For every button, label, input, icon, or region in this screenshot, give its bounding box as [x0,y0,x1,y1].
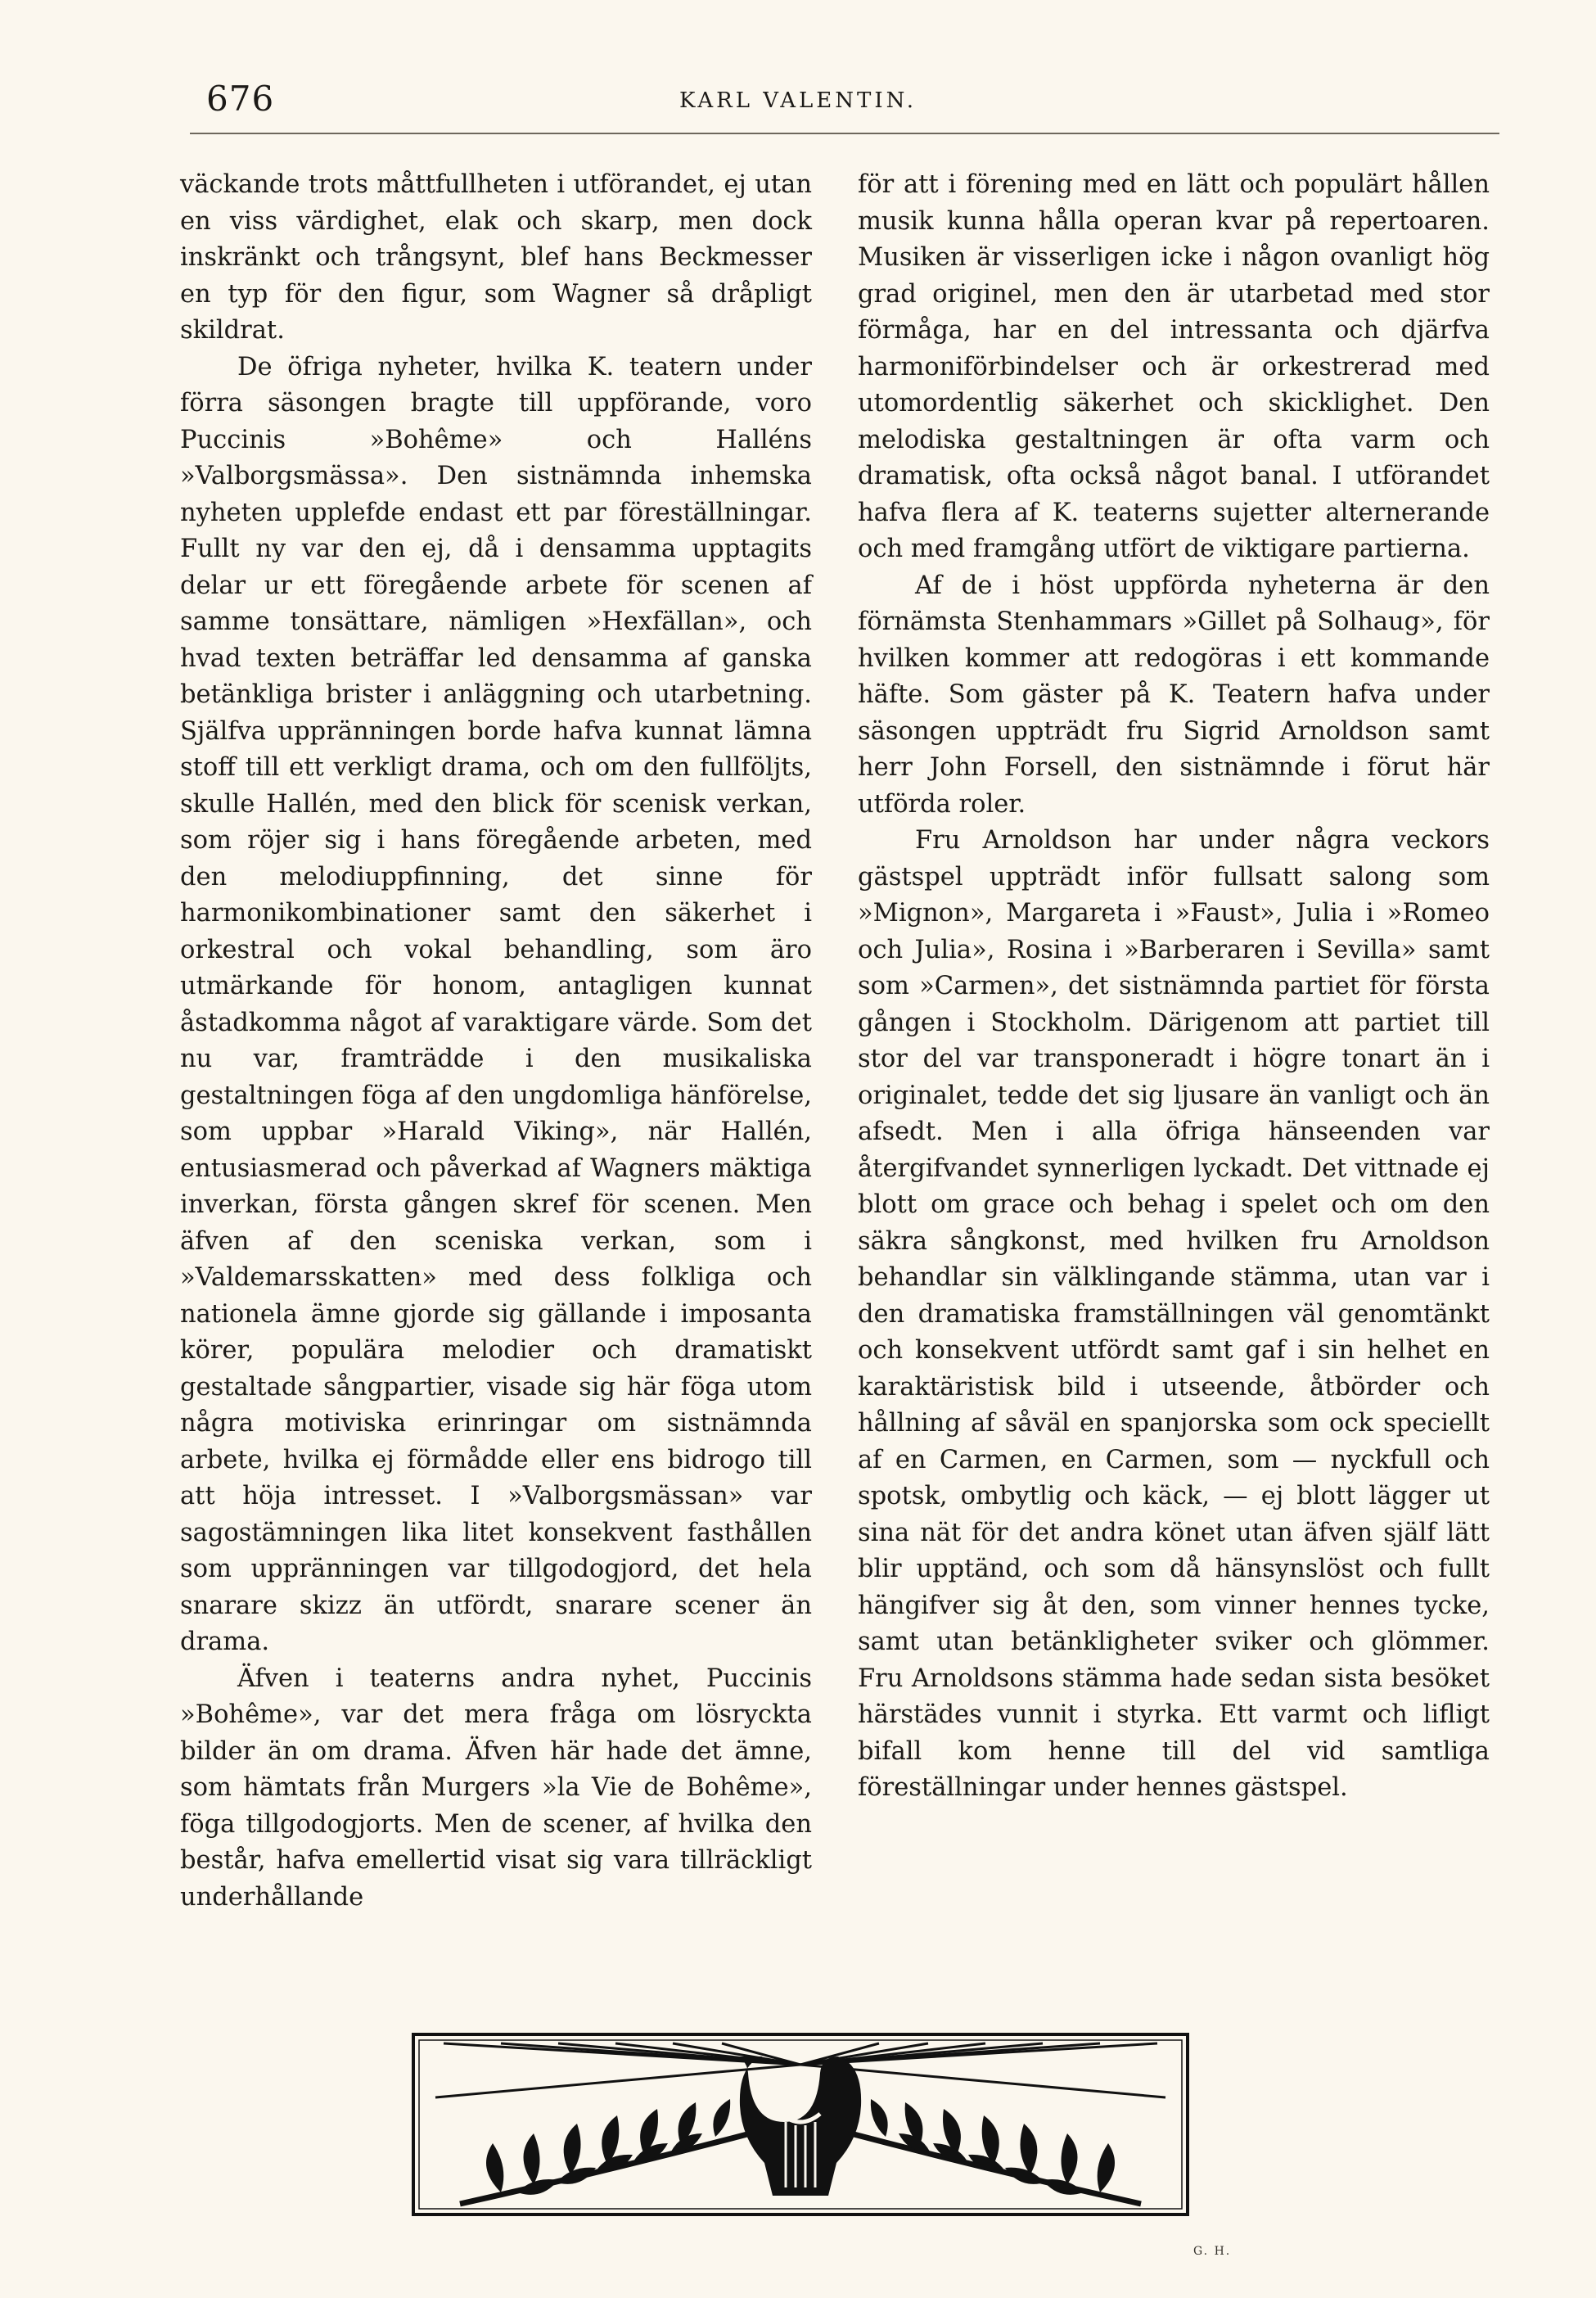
page-number: 676 [206,79,275,119]
running-title: KARL VALENTIN. [679,88,917,113]
paragraph: Af de i höst uppförda nyheterna är den förnämsta Stenhammars »Gillet på Solhaug», för hvilken kommer att redogöras i ett kommande häfte. Som gäster på K. Teatern hafva under säsongen uppträdt fru Sigrid Arnoldson samt herr John Forsell, den sistnämnde i förut här utförda roler. [858,571,1490,819]
right-column [858,167,1490,1807]
lyre-vignette [411,2032,1190,2217]
paragraph: för att i förening med en lätt och populärt hållen musik kunna hålla operan kvar på repertoaren. Musiken är visserligen icke i någon ovanligt hög grad originel, men den är utarbetad med stor förmåga, har en del intressanta och djärfva harmoniförbindelser och är orkestrerad med utomordentlig säkerhet och skicklighet. Den melodiska gestaltningen är ofta varm och dramatisk, ofta också något banal. I utförandet hafva flera af K. teaterns sujetter alternerande och med framgång utfört de viktigare partierna. [858,170,1490,563]
left-column [180,167,812,1916]
paragraph: Fru Arnoldson har under några veckors gästspel uppträdt inför fullsatt salong som »Mignon», Margareta i »Faust», Julia i »Romeo och Julia», Rosina i »Barberaren i Sevilla» samt som »Carmen», det sistnämnda partiet för första gången i Stockholm. Därigenom att partiet till stor del var transponeradt i högre tonart än i originalet, tedde det sig ljusare än vanligt och än afsedt. Men i alla öfriga hänseenden var återgifvandet synnerligen lyckadt. Det vittnade ej blott om grace och behag i spelet och om den säkra sångkonst, med hvilken fru Arnoldson behandlar sin välklingande stämma, utan var i den dramatiska framställningen väl genomtänkt och konsekvent utfördt samt gaf i sin helhet en karaktäristisk bild i utseende, åtbörder och hållning af såväl en spanjorska som ock speciellt af en Carmen, en Carmen, som — nyckfull och spotsk, ombytlig och käck, — ej blott lägger ut sina nät för det andra könet utan äfven själf lätt blir upptänd, och som då hänsynslöst och fullt hängifver sig åt den, som vinner hennes tycke, samt utan betänkligheter sviker och glömmer. Fru Arnoldsons stämma hade sedan sista besöket härstädes vunnit i styrka. Ett varmt och lifligt bifall kom henne till del vid samtliga föreställningar under hennes gästspel. [858,826,1490,1802]
paragraph: De öfriga nyheter, hvilka K. teatern under förra säsongen bragte till uppförande, voro Puccinis »Bohême» och Halléns »Valborgsmässa». Den sistnämnda inhemska nyheten upplefde endast ett par föreställningar. Fullt ny var den ej, då i densamma upptagits delar ur ett föregående arbete för scenen af samme tonsättare, nämligen »Hexfällan», och hvad texten beträffar led densamma af ganska betänkliga brister i anläggning och utarbetning. Själfva uppränningen borde hafva kunnat lämna stoff till ett verkligt drama, och om den fullföljts, skulle Hallén, med den blick för scenisk verkan, som röjer sig i hans föregående arbeten, med den melodiuppfinning, det sinne för harmonikombinationer samt den säkerhet i orkestral och vokal behandling, som äro utmärkande för honom, antagligen kunnat åstadkomma något af varaktigare värde. Som det nu var, framträdde i den musikaliska gestaltningen föga af den ungdomliga hänförelse, som uppbar »Harald Viking», när Hallén, entusiasmerad och påverkad af Wagners mäktiga inverkan, första gången skref för scenen. Men äfven af den sceniska verkan, som i »Valdemarsskatten» med dess folkliga och nationela ämne gjorde sig gällande i imposanta körer, populära melodier och dramatiskt gestaltade sångpartier, visade sig här föga utom några motiviska erinringar om sistnämnda arbete, hvilka ej förmådde eller ens bidrogo till att höja intresset. I »Valborgsmässan» var sagostämningen lika litet konsekvent fasthållen som uppränningen var tillgodogjord, det hela snarare skizz än utfördt, snarare scener än drama. [180,352,812,1656]
paragraph: väckande trots måttfullheten i utförandet, ej utan en viss värdighet, elak och skarp, men dock inskränkt och trångsynt, blef hans Beckmesser en typ för den figur, som Wagner så dråpligt skildrat. [180,170,812,345]
lyre-laurel-icon [411,2032,1190,2217]
header-rule [190,133,1499,134]
engraver-signature: G. H. [1193,2245,1232,2258]
paragraph: Äfven i teaterns andra nyhet, Puccinis »Bohême», var det mera fråga om lösryckta bilder än om drama. Äfven här hade det ämne, som hämtats från Murgers »la Vie de Bohême», föga tillgodogjorts. Men de scener, af hvilka den består, hafva emellertid visat sig vara tillräckligt underhållande [180,1664,812,1912]
